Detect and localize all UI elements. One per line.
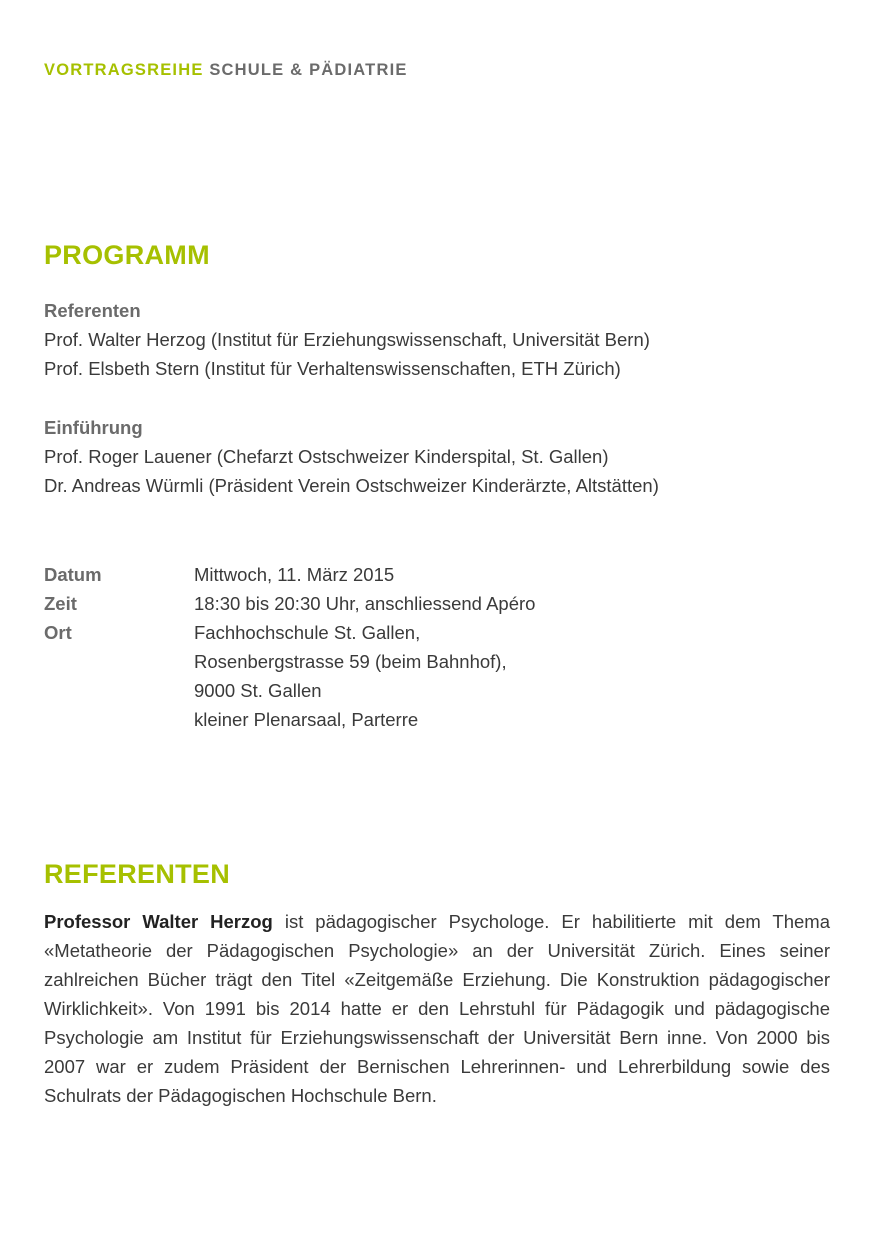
- einfuehrung-line: Prof. Roger Lauener (Chefarzt Ostschweizer Kinderspital, St. Gallen): [44, 446, 609, 467]
- series-title: SCHULE & PÄDIATRIE: [209, 61, 408, 79]
- ort-line: Fachhochschule St. Gallen,: [194, 622, 421, 643]
- datum-value: Mittwoch, 11. März 2015: [194, 564, 395, 585]
- ort-row: [44, 618, 535, 734]
- bio-name: Professor Walter Herzog: [44, 911, 273, 932]
- datum-row: [44, 560, 535, 589]
- ort-value: [194, 618, 507, 734]
- referenten-label: Referenten: [44, 300, 141, 321]
- ort-label: Ort: [44, 622, 72, 643]
- ort-line: 9000 St. Gallen: [194, 680, 322, 701]
- series-accent: VORTRAGSREIHE: [44, 61, 204, 79]
- ort-line: kleiner Plenarsaal, Parterre: [194, 709, 419, 730]
- programm-heading: PROGRAMM: [44, 240, 210, 270]
- zeit-row: [44, 589, 535, 618]
- einfuehrung-block: [44, 413, 659, 500]
- zeit-value: 18:30 bis 20:30 Uhr, anschliessend Apéro: [194, 593, 536, 614]
- event-details: [44, 560, 535, 734]
- einfuehrung-line: Dr. Andreas Würmli (Präsident Verein Ostschweizer Kinderärzte, Altstätten): [44, 475, 659, 496]
- referent-line: Prof. Walter Herzog (Institut für Erziehungswissenschaft, Universität Bern): [44, 329, 650, 350]
- bio-paragraph: [44, 907, 830, 1110]
- referenten-heading: REFERENTEN: [44, 859, 231, 889]
- series-header: [44, 61, 408, 80]
- bio-text: ist pädagogischer Psychologe. Er habilitierte mit dem Thema «Metatheorie der Pädagogischen Psychologie» an der Universität Zürich. Eines seiner zahlreichen Bücher trägt den Titel «Zeitgemäße Erziehung. Die Konstruktion pädagogischer Wirklichkeit». Von 1991 bis 2014 hatte er den Lehrstuhl für Pädagogik und pädagogische Psychologie am Institut für Erziehungswissenschaft der Universität Bern inne. Von 2000 bis 2007 war er zudem Präsident der Bernischen Lehrerinnen- und Lehrerbildung sowie des Schulrats der Pädagogischen Hochschule Bern.: [44, 911, 830, 1106]
- einfuehrung-label: Einführung: [44, 417, 143, 438]
- datum-label: Datum: [44, 564, 102, 585]
- ort-line: Rosenbergstrasse 59 (beim Bahnhof),: [194, 651, 507, 672]
- zeit-label: Zeit: [44, 593, 77, 614]
- referenten-block: [44, 296, 650, 383]
- referent-line: Prof. Elsbeth Stern (Institut für Verhaltenswissenschaften, ETH Zürich): [44, 358, 621, 379]
